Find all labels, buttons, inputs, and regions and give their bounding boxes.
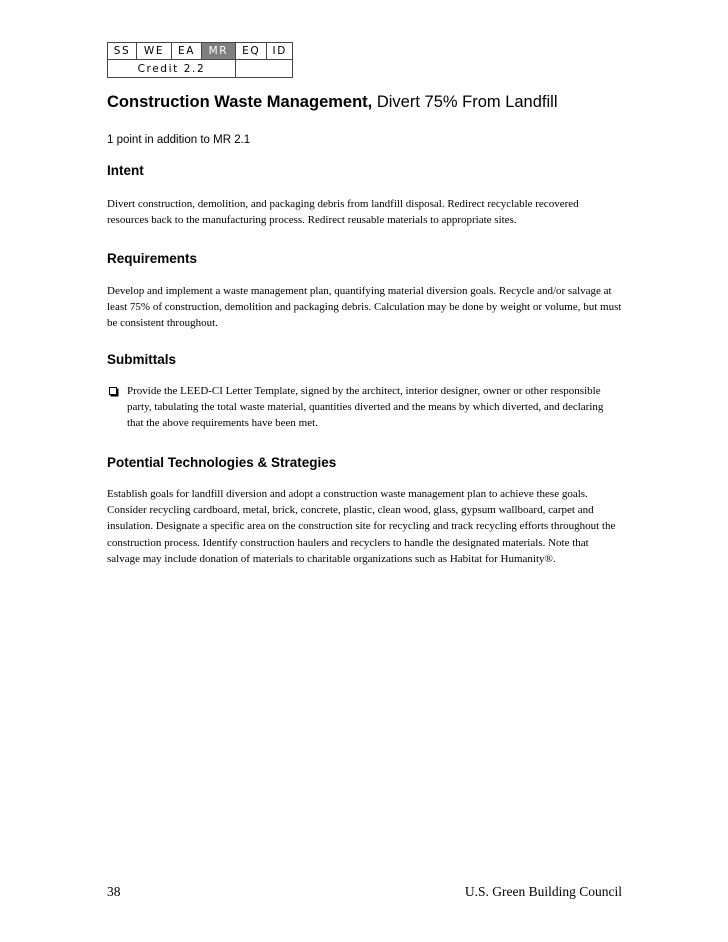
category-eq: EQ bbox=[235, 43, 267, 60]
credit-category-table bbox=[107, 42, 293, 78]
credit-empty-cell bbox=[235, 60, 292, 78]
intent-heading: Intent bbox=[107, 163, 144, 178]
category-ss: SS bbox=[108, 43, 137, 60]
credit-label: Credit 2.2 bbox=[108, 60, 236, 78]
requirements-heading: Requirements bbox=[107, 251, 198, 266]
category-mr-active: MR bbox=[201, 43, 235, 60]
submittal-item-text: Provide the LEED-CI Letter Template, signed by the architect, interior designer, owner or other responsible party, tabulating the total waste material, quantities diverted and the means by which diverted, and declaring that the above requirements have been met. bbox=[127, 385, 604, 430]
footer-organization: U.S. Green Building Council bbox=[464, 884, 622, 899]
category-we: WE bbox=[136, 43, 171, 60]
points-note: 1 point in addition to MR 2.1 bbox=[107, 134, 251, 146]
checkbox-bullet-icon bbox=[109, 387, 117, 395]
category-ea: EA bbox=[172, 43, 202, 60]
page-title bbox=[107, 93, 558, 112]
strategies-heading: Potential Technologies & Strategies bbox=[107, 455, 337, 470]
requirements-text: Develop and implement a waste management plan, quantifying material diversion goals. Recycle and/or salvage at least 75% of construction, demolition and packaging debris. Calculation may be done by weight or volume, but must be consistent throughout. bbox=[107, 285, 622, 330]
strategies-text: Establish goals for landfill diversion and adopt a construction waste management plan to achieve these goals. Consider recycling cardboard, metal, brick, concrete, plastic, clean wood, glass, gypsum wallboard, carpet and insulation. Designate a specific area on the construction site for recycling and track recycling efforts throughout the construction process. Identify construction haulers and recyclers to handle the designated materials. Note that salvage may include donation of materials to charitable organizations such as Habitat for Humanity®. bbox=[107, 488, 616, 565]
intent-text: Divert construction, demolition, and packaging debris from landfill disposal. Redirect recyclable recovered resources back to the manufacturing process. Redirect reusable materials to appropriate sites. bbox=[107, 198, 579, 227]
title-rest: Divert 75% From Landfill bbox=[376, 93, 558, 111]
title-bold: Construction Waste Management, bbox=[107, 93, 373, 111]
category-id: ID bbox=[267, 43, 293, 60]
submittals-heading: Submittals bbox=[107, 352, 177, 367]
page-number: 38 bbox=[107, 884, 121, 899]
